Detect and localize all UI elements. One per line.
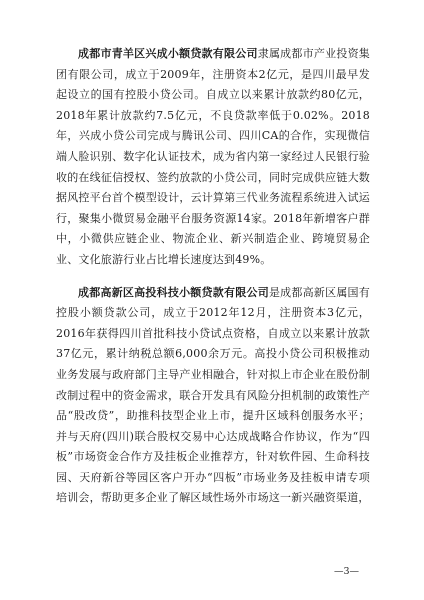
paragraph-xingcheng-microloan: [56, 44, 370, 271]
company-name-gaotou: 成都高新区高投科技小额贷款有限公司: [78, 285, 269, 299]
paragraph-text-gaotou: 是成都高新区属国有控股小额贷款公司，成立于2012年12月，注册资本3亿元，2016年获得四川首批科技小贷试点资格，自成立以来累计放款37亿元，累计纳税总额6,000余万元。高投小贷公司积极推动业务发展与政府部门主导产业相融合，针对拟上市企业在股份制改制过程中的资金需求，联合开发具有风险分担机制的政策性产品“股改贷”，助推科技型企业上市，提升区域科创服务水平；并与天府(四川)联合股权交易中心达成战略合作协议，作为“四板”市场资金合作方及挂板企业推荐方，针对软件园、生命科技园、天府新谷等园区客户开办“四板”市场业务及挂板申请专项培训会，帮助更多企业了解区域性场外市场这一新兴融资渠道，: [56, 285, 370, 505]
document-body: [56, 44, 370, 509]
paragraph-gaotou-microloan: [56, 283, 370, 510]
company-name-xingcheng: 成都市青羊区兴成小额贷款有限公司: [78, 47, 258, 60]
page-number: —3—: [334, 566, 360, 577]
paragraph-text-xingcheng: 隶属成都市产业投资集团有限公司，成立于2009年，注册资本2亿元，是四川最早发起设立的国有控股小贷公司。自成立以来累计放款约80亿元，2018年累计放款约7.5亿元，不良贷款率低于0.02%。2018年，兴成小贷公司完成与腾讯公司、四川CA的合作，实现微信端人脸识别、数字化认证技术，成为省内第一家经过人民银行验收的在线征信授权、签约放款的小贷公司，同时完成供应链大数据风控平台首个模型设计，云计算第三代业务流程系统进入试运行，聚集小微贸易金融平台服务资源14家。2018年新增客户群中，小微供应链企业、物流企业、新兴制造企业、跨境贸易企业、文化旅游行业占比增长速度达到49%。: [56, 47, 371, 266]
